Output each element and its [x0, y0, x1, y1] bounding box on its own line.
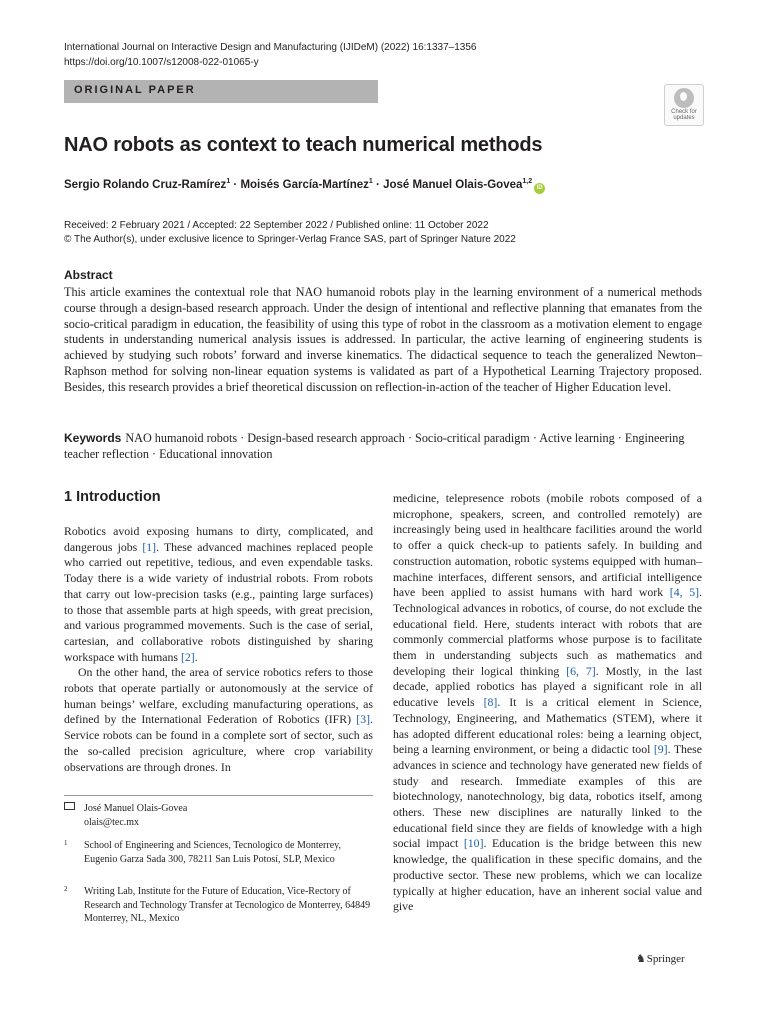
article-type-label: ORIGINAL PAPER — [74, 84, 196, 96]
citation-link[interactable]: [1] — [142, 539, 157, 554]
citation-link[interactable]: [4, 5] — [669, 585, 700, 600]
author-separator: · — [372, 178, 384, 191]
affiliation-ref: 1 — [226, 178, 231, 185]
journal-citation: International Journal on Interactive Design and Manufacturing (IJIDeM) (2022) 16:1337–1356 — [64, 42, 477, 53]
check-for-updates-badge[interactable] — [664, 84, 704, 126]
affiliation-footnote — [64, 839, 373, 866]
text-run: . It is a critical element in Science, Technology, Engineering, and Mathematics (STEM), where it has adopted different educational roles: being a learning object, being a learning environment, or being a didactic tool — [393, 695, 702, 757]
check-updates-icon — [674, 88, 694, 108]
paragraph — [64, 665, 373, 775]
text-run: . Service robots can be found in a complete sort of sector, such as the so-called precision agriculture, where crop variability observations are through drones. In — [64, 712, 373, 774]
keywords-heading: Keywords — [64, 431, 122, 445]
text-run: On the other hand, the area of service robotics refers to those robots that operate partially or autonomously at the service of human beings’ welfare, excluding manufacturing operations, as defined by the International Federation of Robotics (IFR) — [64, 665, 373, 727]
affiliation-text: Writing Lab, Institute for the Future of Education, Vice-Rectory of Research and Technology Transfer at Tecnologico de Monterrey, 64849 Monterrey, NL, Mexico — [84, 886, 371, 924]
text-run: . These advances in science and technology have generated new fields of study and research. Immediate examples of this are biotechnology, nanotechnology, big data, robotics itself, among others. These new disciplines are naturally linked to the educational field since they are fields of knowledge with a high social impact — [393, 742, 702, 851]
check-updates-label: Check for updates — [671, 109, 697, 121]
abstract-heading: Abstract — [64, 268, 113, 282]
orcid-icon[interactable]: iD — [534, 183, 545, 194]
citation-link[interactable]: [10] — [463, 836, 484, 851]
corresponding-name: José Manuel Olais-Govea — [84, 803, 188, 814]
text-run: . Mostly, in the last decade, applied robotics has played a significant role in all educative levels — [393, 663, 702, 710]
corresponding-email[interactable]: olais@tec.mx — [84, 816, 140, 828]
author-name[interactable]: Moisés García-Martínez — [240, 178, 369, 191]
text-run: Robotics avoid exposing humans to dirty, complicated, and dangerous jobs — [64, 524, 373, 554]
affiliation-ref: 1,2 — [522, 178, 533, 185]
citation-link[interactable]: [9] — [653, 742, 668, 757]
springer-horse-icon: ♞ — [636, 953, 646, 965]
paper-title: NAO robots as context to teach numerical methods — [64, 134, 543, 156]
author-name[interactable]: José Manuel Olais-Govea — [383, 178, 523, 191]
footnote-number: 2 — [64, 885, 68, 893]
footnote-number: 1 — [64, 839, 68, 847]
affiliation-ref: 1 — [368, 178, 373, 185]
publication-dates — [64, 219, 516, 247]
journal-header — [64, 40, 476, 70]
author-list — [64, 178, 545, 194]
corresponding-author — [64, 802, 187, 829]
affiliation-footnote — [64, 885, 373, 926]
publisher-name: Springer — [646, 953, 685, 965]
keywords-text: NAO humanoid robots · Design-based research approach · Socio-critical paradigm · Active learning · Engineering teacher reflection · Educational innovation — [64, 431, 685, 461]
publisher-logo — [636, 952, 685, 965]
text-run: . Education is the bridge between this new knowledge, the qualification in these specific domains, and the productive sector. These new problems, which we can localize typically at higher education, have an inherent social value and give — [393, 836, 702, 914]
text-run: . Technological advances in robotics, of course, do not exclude the educational field. Here, students interact with robots that are commonly commercial platforms whose purpose is to facilitate them in understanding subjects such as mathematics and developing their logical thinking — [393, 585, 702, 678]
abstract-body: This article examines the contextual role that NAO humanoid robots play in the learning environment of a numerical methods course through a design-based research approach. Under the design of intentional and reflective planning that emanates from the socio-critical paradigm in education, the feasibility of using this type of robot in the classroom as a motivation element to engage students in understanding numerical analysis issues is addressed. In particular, the active learning of engineering students is achieved by studying such robots’ forward and inverse kinematics. The didactical sequence to teach the generalized Newton–Raphson method for solving non-linear equation systems is validated as part of a Hypothetical Learning Trajectory proposed. Besides, this research provides a brief theoretical discussion on reflection-in-action of the teacher of Higher Education level. — [64, 285, 702, 394]
doi-link[interactable]: https://doi.org/10.1007/s12008-022-01065-y — [64, 57, 259, 68]
author-separator: · — [230, 178, 241, 191]
keywords — [64, 430, 702, 462]
dates-line: Received: 2 February 2021 / Accepted: 22 September 2022 / Published online: 11 October 2022 — [64, 220, 489, 231]
right-column — [393, 491, 702, 915]
copyright-line: © The Author(s), under exclusive licence to Springer-Verlag France SAS, part of Springer Nature 2022 — [64, 234, 516, 245]
text-run: medicine, telepresence robots (mobile robots composed of a microphone, speakers, screen, and controlled remotely) are increasingly being used in healthcare facilities around the world to offer a quick check-up to patients safely. In building and construction automation, robotic systems equipped with human–machine interfaces, different sensors, and artificial intelligence have been applied to assist humans with hard work — [393, 491, 702, 600]
citation-link[interactable]: [3] — [356, 712, 371, 727]
section-heading: 1 Introduction — [64, 489, 161, 505]
citation-link[interactable]: [8] — [483, 695, 498, 710]
left-column — [64, 524, 373, 775]
affiliation-text: School of Engineering and Sciences, Tecnologico de Monterrey, Eugenio Garza Sada 300, 78211 San Luis Potosí, SLP, Mexico — [84, 840, 342, 865]
paragraph — [393, 491, 702, 915]
text-run: . — [194, 649, 198, 664]
text-run: . These advanced machines replaced people who carried out repetitive, tedious, and even expendable tasks. Today there is a wide variety of industrial robots. From robots that carry out low-precision tasks (e.g., painting large surfaces) to those that assemble parts at high speeds, with great precision, and various programmed movements. Such is the case of serial, cartesian, and collaborative robots distinguished by sharing workspace with humans — [64, 539, 373, 664]
citation-link[interactable]: [6, 7] — [566, 663, 596, 678]
envelope-icon — [64, 802, 75, 810]
citation-link[interactable]: [2] — [180, 649, 195, 664]
footnote-divider — [64, 795, 373, 796]
author-name[interactable]: Sergio Rolando Cruz-Ramírez — [64, 178, 227, 191]
paragraph — [64, 524, 373, 665]
